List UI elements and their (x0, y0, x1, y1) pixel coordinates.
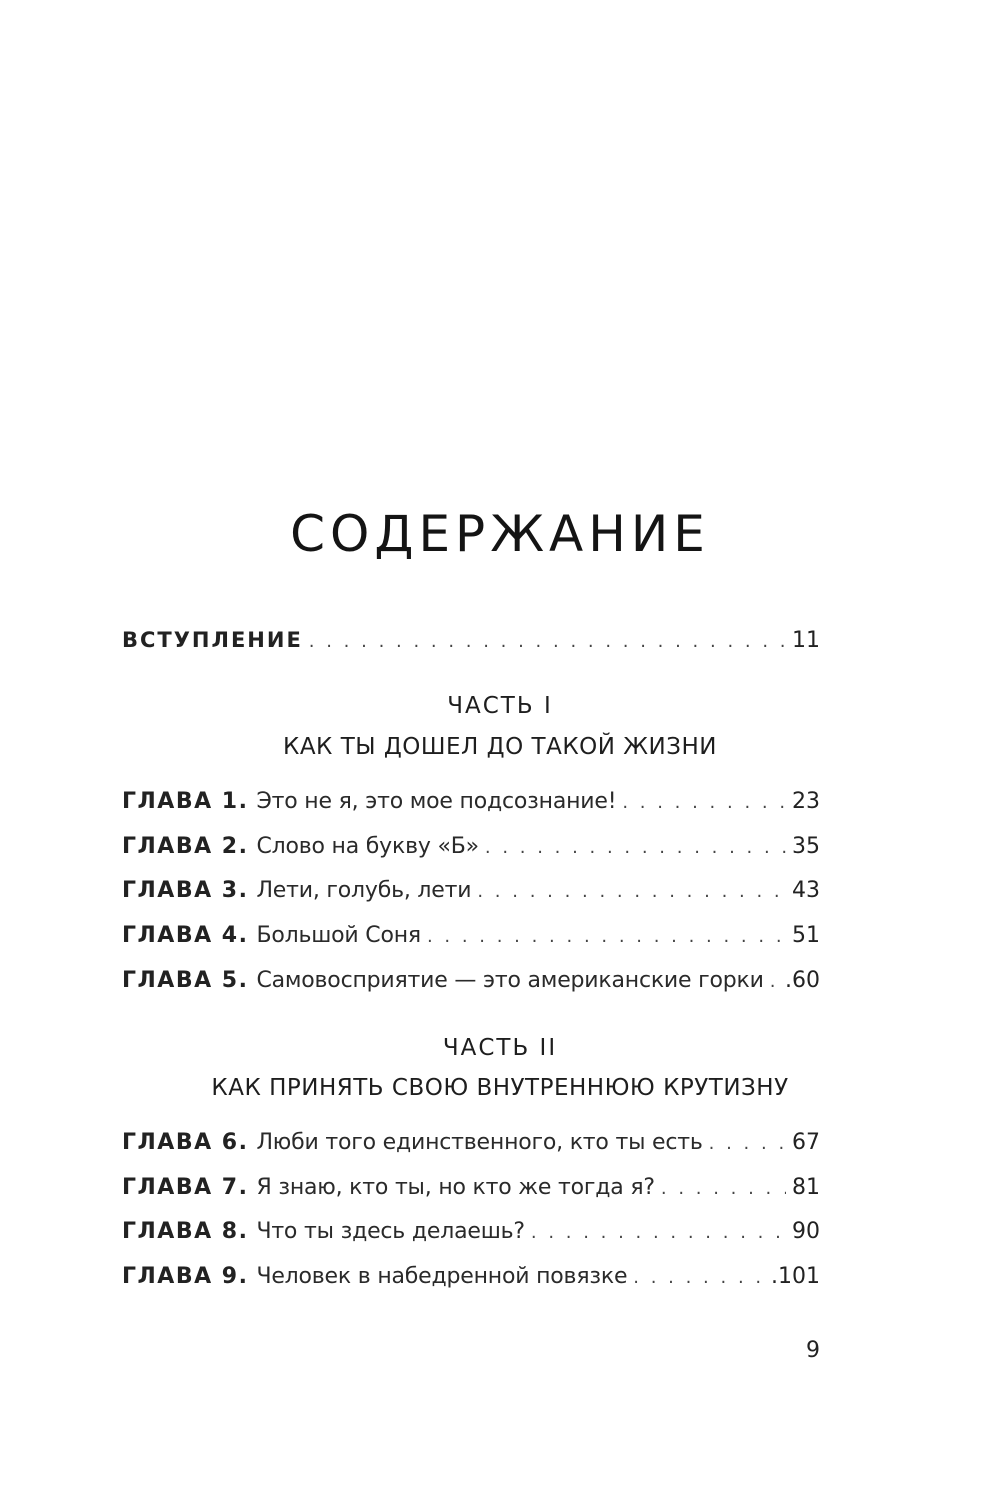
part-title: КАК ПРИНЯТЬ СВОЮ ВНУТРЕННЮЮ КРУТИЗНУ (211, 1075, 789, 1101)
dot-leader (709, 1129, 786, 1159)
dot-leader (661, 1174, 786, 1204)
chapter-label: ГЛАВА 2. (122, 834, 249, 859)
chapter-title: Человек в набедренной повязке (256, 1264, 628, 1289)
chapter-title: Это не я, это мое подсознание! (256, 789, 617, 814)
chapter-title: Большой Соня (256, 923, 421, 948)
dot-leader (427, 922, 786, 952)
dot-leader (770, 967, 779, 997)
part-number: ЧАСТЬ I (447, 693, 553, 719)
dot-leader (485, 833, 786, 863)
toc-entry-chapter-2[interactable] (122, 832, 820, 863)
toc-page-number: .101 (771, 1264, 820, 1289)
toc-entry-chapter-7[interactable] (122, 1173, 820, 1204)
chapter-label: ГЛАВА 1. (122, 789, 249, 814)
toc-page-number: 35 (792, 834, 820, 859)
part-number: ЧАСТЬ II (442, 1035, 558, 1061)
chapter-label: ГЛАВА 5. (122, 968, 249, 993)
chapter-label: ГЛАВА 7. (122, 1175, 249, 1200)
chapter-label: ГЛАВА 8. (122, 1219, 249, 1244)
chapter-title: Лети, голубь, лети (256, 878, 472, 903)
toc-page-number: 23 (792, 789, 820, 814)
chapter-title: Я знаю, кто ты, но кто же тогда я? (256, 1175, 655, 1200)
page-number: 9 (806, 1338, 820, 1363)
toc-entry-chapter-1[interactable] (122, 787, 820, 818)
toc-entry-chapter-5[interactable] (122, 966, 820, 997)
chapter-title: Люби того единственного, кто ты есть (256, 1130, 703, 1155)
chapter-title: Слово на букву «Б» (256, 834, 479, 859)
chapter-label: ГЛАВА 4. (122, 923, 249, 948)
toc-page-number: 43 (792, 878, 820, 903)
dot-leader (531, 1218, 786, 1248)
dot-leader (622, 788, 786, 818)
toc-page-number: .60 (785, 968, 820, 993)
dot-leader (309, 627, 786, 657)
toc-entry-chapter-6[interactable] (122, 1128, 820, 1159)
chapter-title: Что ты здесь делаешь? (256, 1219, 525, 1244)
toc-page-number: 90 (792, 1219, 820, 1244)
toc-entry-chapter-9[interactable] (122, 1262, 820, 1293)
page-title: СОДЕРЖАНИЕ (290, 505, 710, 563)
part-title: КАК ТЫ ДОШЕЛ ДО ТАКОЙ ЖИЗНИ (282, 734, 717, 760)
toc-entry-label: ВСТУПЛЕНИЕ (122, 628, 303, 652)
toc-entry-chapter-3[interactable] (122, 876, 820, 907)
chapter-label: ГЛАВА 6. (122, 1130, 249, 1155)
chapter-label: ГЛАВА 9. (122, 1264, 249, 1289)
dot-leader (633, 1263, 765, 1293)
chapter-title: Самовосприятие — это американские горки (256, 968, 764, 993)
toc-entry-chapter-4[interactable] (122, 921, 820, 952)
toc-page-number: 51 (792, 923, 820, 948)
toc-page-number: 67 (792, 1130, 820, 1155)
toc-page-number: 11 (792, 628, 820, 653)
toc-entry-intro[interactable] (122, 625, 820, 657)
toc-entry-chapter-8[interactable] (122, 1217, 820, 1248)
chapter-label: ГЛАВА 3. (122, 878, 249, 903)
dot-leader (477, 877, 786, 907)
toc-page-number: 81 (792, 1175, 820, 1200)
